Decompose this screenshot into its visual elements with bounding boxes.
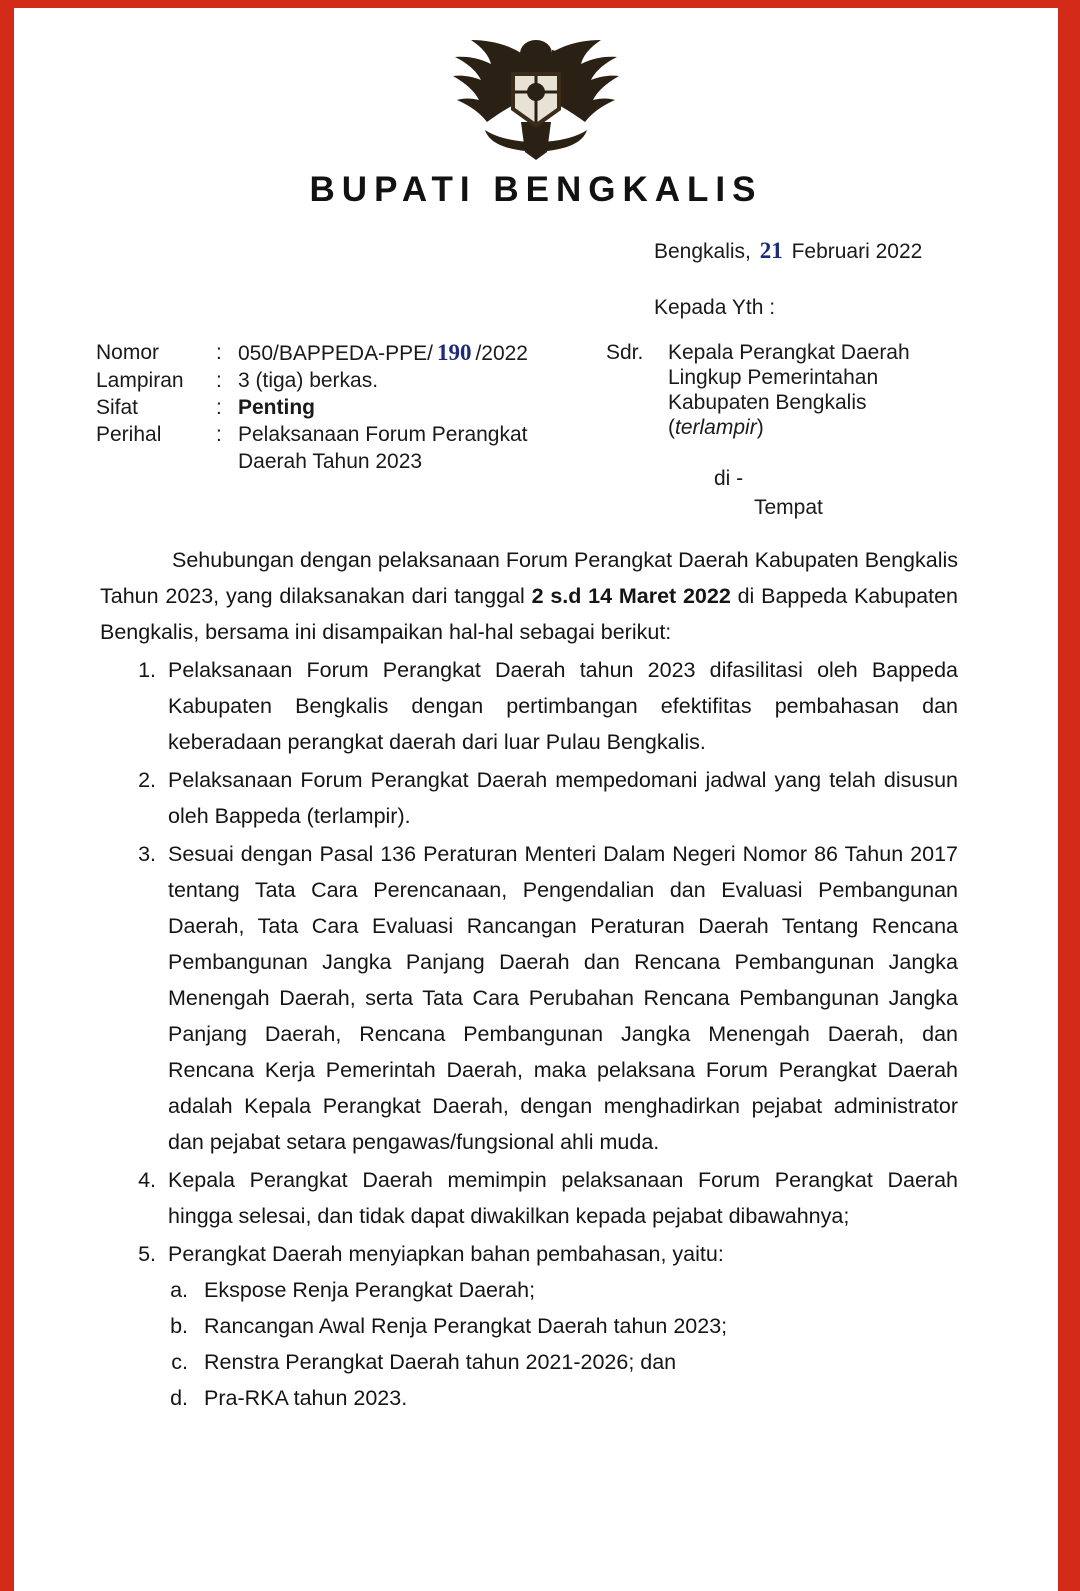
list-item: [100, 762, 958, 834]
sub-list-item: [100, 1272, 958, 1308]
addressee-di: di -: [714, 467, 744, 490]
field-lampiran-value: 3 (tiga) berkas.: [238, 369, 379, 392]
field-nomor-label: Nomor: [96, 341, 160, 364]
sub-list-item: [100, 1344, 958, 1380]
sub-list-item-marker: a.: [170, 1278, 188, 1302]
sub-list-item-marker: b.: [170, 1314, 188, 1338]
addressee-line-3: Kabupaten Bengkalis: [668, 391, 867, 414]
sub-list-item-text: Ekspose Renja Perangkat Daerah;: [204, 1278, 536, 1302]
list-item: [100, 1162, 958, 1234]
handwritten-day: 21: [759, 238, 783, 263]
page-title: BUPATI BENGKALIS: [309, 170, 763, 209]
list-item-marker: 1.: [138, 658, 156, 682]
list-item-marker: 5.: [138, 1242, 156, 1266]
list-item-text: Pelaksanaan Forum Perangkat Daerah mempedomani jadwal yang telah disusun oleh Bappeda (terlampir).: [168, 768, 958, 828]
place-date-prefix: Bengkalis,: [654, 240, 751, 263]
opening-part-2: di Bappeda Kabupaten Bengkalis, bersama ini disampaikan hal-hal sebagai berikut:: [100, 584, 958, 644]
sub-list-item-marker: d.: [170, 1386, 188, 1410]
field-perihal-value: Pelaksanaan Forum Perangkat: [238, 423, 528, 446]
field-sifat: [96, 395, 596, 420]
field-perihal-label: Perihal: [96, 423, 162, 446]
letter-page: [14, 8, 1058, 1591]
field-nomor-colon: :: [216, 341, 222, 364]
letter-body: [100, 542, 958, 1416]
attachment-note-close: ): [756, 416, 764, 439]
addressee-salutation: Sdr.: [606, 341, 644, 364]
field-perihal-continuation: Daerah Tahun 2023: [238, 450, 423, 473]
place-date-suffix: Februari 2022: [791, 240, 923, 263]
addressee-block: [606, 340, 1036, 520]
list-item: [100, 652, 958, 760]
opening-paragraph: [100, 542, 958, 650]
addressee-line-2: Lingkup Pemerintahan: [668, 366, 879, 389]
field-perihal-colon: :: [216, 423, 222, 446]
list-item: [100, 1236, 958, 1272]
field-lampiran: [96, 368, 596, 393]
sub-list-item: [100, 1380, 958, 1416]
list-item: [100, 836, 958, 1160]
list-item-marker: 3.: [138, 842, 156, 866]
list-item-text: Perangkat Daerah menyiapkan bahan pembahasan, yaitu:: [168, 1242, 724, 1266]
nomor-prefix: 050/BAPPEDA-PPE/: [238, 342, 433, 365]
kepada-label: Kepada Yth :: [654, 296, 776, 319]
field-sifat-label: Sifat: [96, 396, 139, 419]
place-date: [654, 238, 940, 264]
sub-list: [100, 1272, 958, 1416]
letter-fields: [96, 340, 596, 474]
field-sifat-colon: :: [216, 396, 222, 419]
field-lampiran-label: Lampiran: [96, 369, 184, 392]
handwritten-nomor: 190: [436, 340, 472, 365]
field-sifat-value: Penting: [238, 396, 315, 419]
opening-part-1: Sehubungan dengan pelaksanaan Forum Perangkat Daerah Kabupaten Bengkalis Tahun 2023, yang dilaksanakan dari tanggal: [100, 548, 958, 608]
list-item-text: Sesuai dengan Pasal 136 Peraturan Menteri Dalam Negeri Nomor 86 Tahun 2017 tentang Tata Cara Perencanaan, Pengendalian dan Evaluasi Pembangunan Daerah, Tata Cara Evaluasi Rancangan Peraturan Daerah Tentang Rencana Pembangunan Jangka Panjang Daerah dan Rencana Pembangunan Jangka Menengah Daerah, serta Tata Cara Perubahan Rencana Pembangunan Jangka Panjang Daerah, Rencana Pembangunan Jangka Menengah Daerah, dan Rencana Kerja Pemerintah Daerah, maka pelaksana Forum Perangkat Daerah adalah Kepala Perangkat Daerah, dengan menghadirkan pejabat administrator dan pejabat setara pengawas/fungsional ahli muda.: [168, 842, 958, 1154]
numbered-list: [100, 652, 958, 1272]
sub-list-item-text: Rancangan Awal Renja Perangkat Daerah tahun 2023;: [204, 1314, 728, 1338]
addressee-attachment-note: [668, 415, 1036, 440]
field-nomor: [96, 340, 596, 366]
date-block: [14, 238, 1058, 320]
garuda-pancasila-emblem: [14, 8, 1058, 158]
list-item-marker: 4.: [138, 1168, 156, 1192]
letter-meta-block: [14, 340, 1058, 530]
attachment-note-italic: terlampir: [675, 416, 757, 439]
opening-bold-dates: 2 s.d 14 Maret 2022: [531, 584, 731, 608]
attachment-note-open: (: [668, 416, 675, 439]
addressee-tempat: Tempat: [754, 496, 823, 519]
list-item-text: Pelaksanaan Forum Perangkat Daerah tahun 2023 difasilitasi oleh Bappeda Kabupaten Bengkalis dengan pertimbangan efektifitas pembahasan dan keberadaan perangkat daerah dari luar Pulau Bengkalis.: [168, 658, 958, 754]
field-perihal: [96, 422, 596, 447]
sub-list-item: [100, 1308, 958, 1344]
addressee-lines: [668, 340, 1036, 440]
nomor-suffix: /2022: [475, 342, 528, 365]
sub-list-item-marker: c.: [171, 1350, 188, 1374]
field-lampiran-colon: :: [216, 369, 222, 392]
field-nomor-value: [238, 340, 596, 366]
addressee-line-1: Kepala Perangkat Daerah: [668, 341, 910, 364]
list-item-text: Kepala Perangkat Daerah memimpin pelaksanaan Forum Perangkat Daerah hingga selesai, dan tidak dapat diwakilkan kepada pejabat dibawahnya;: [168, 1168, 958, 1228]
sub-list-item-text: Renstra Perangkat Daerah tahun 2021-2026; dan: [204, 1350, 677, 1374]
list-item-marker: 2.: [138, 768, 156, 792]
sub-list-item-text: Pra-RKA tahun 2023.: [204, 1386, 408, 1410]
